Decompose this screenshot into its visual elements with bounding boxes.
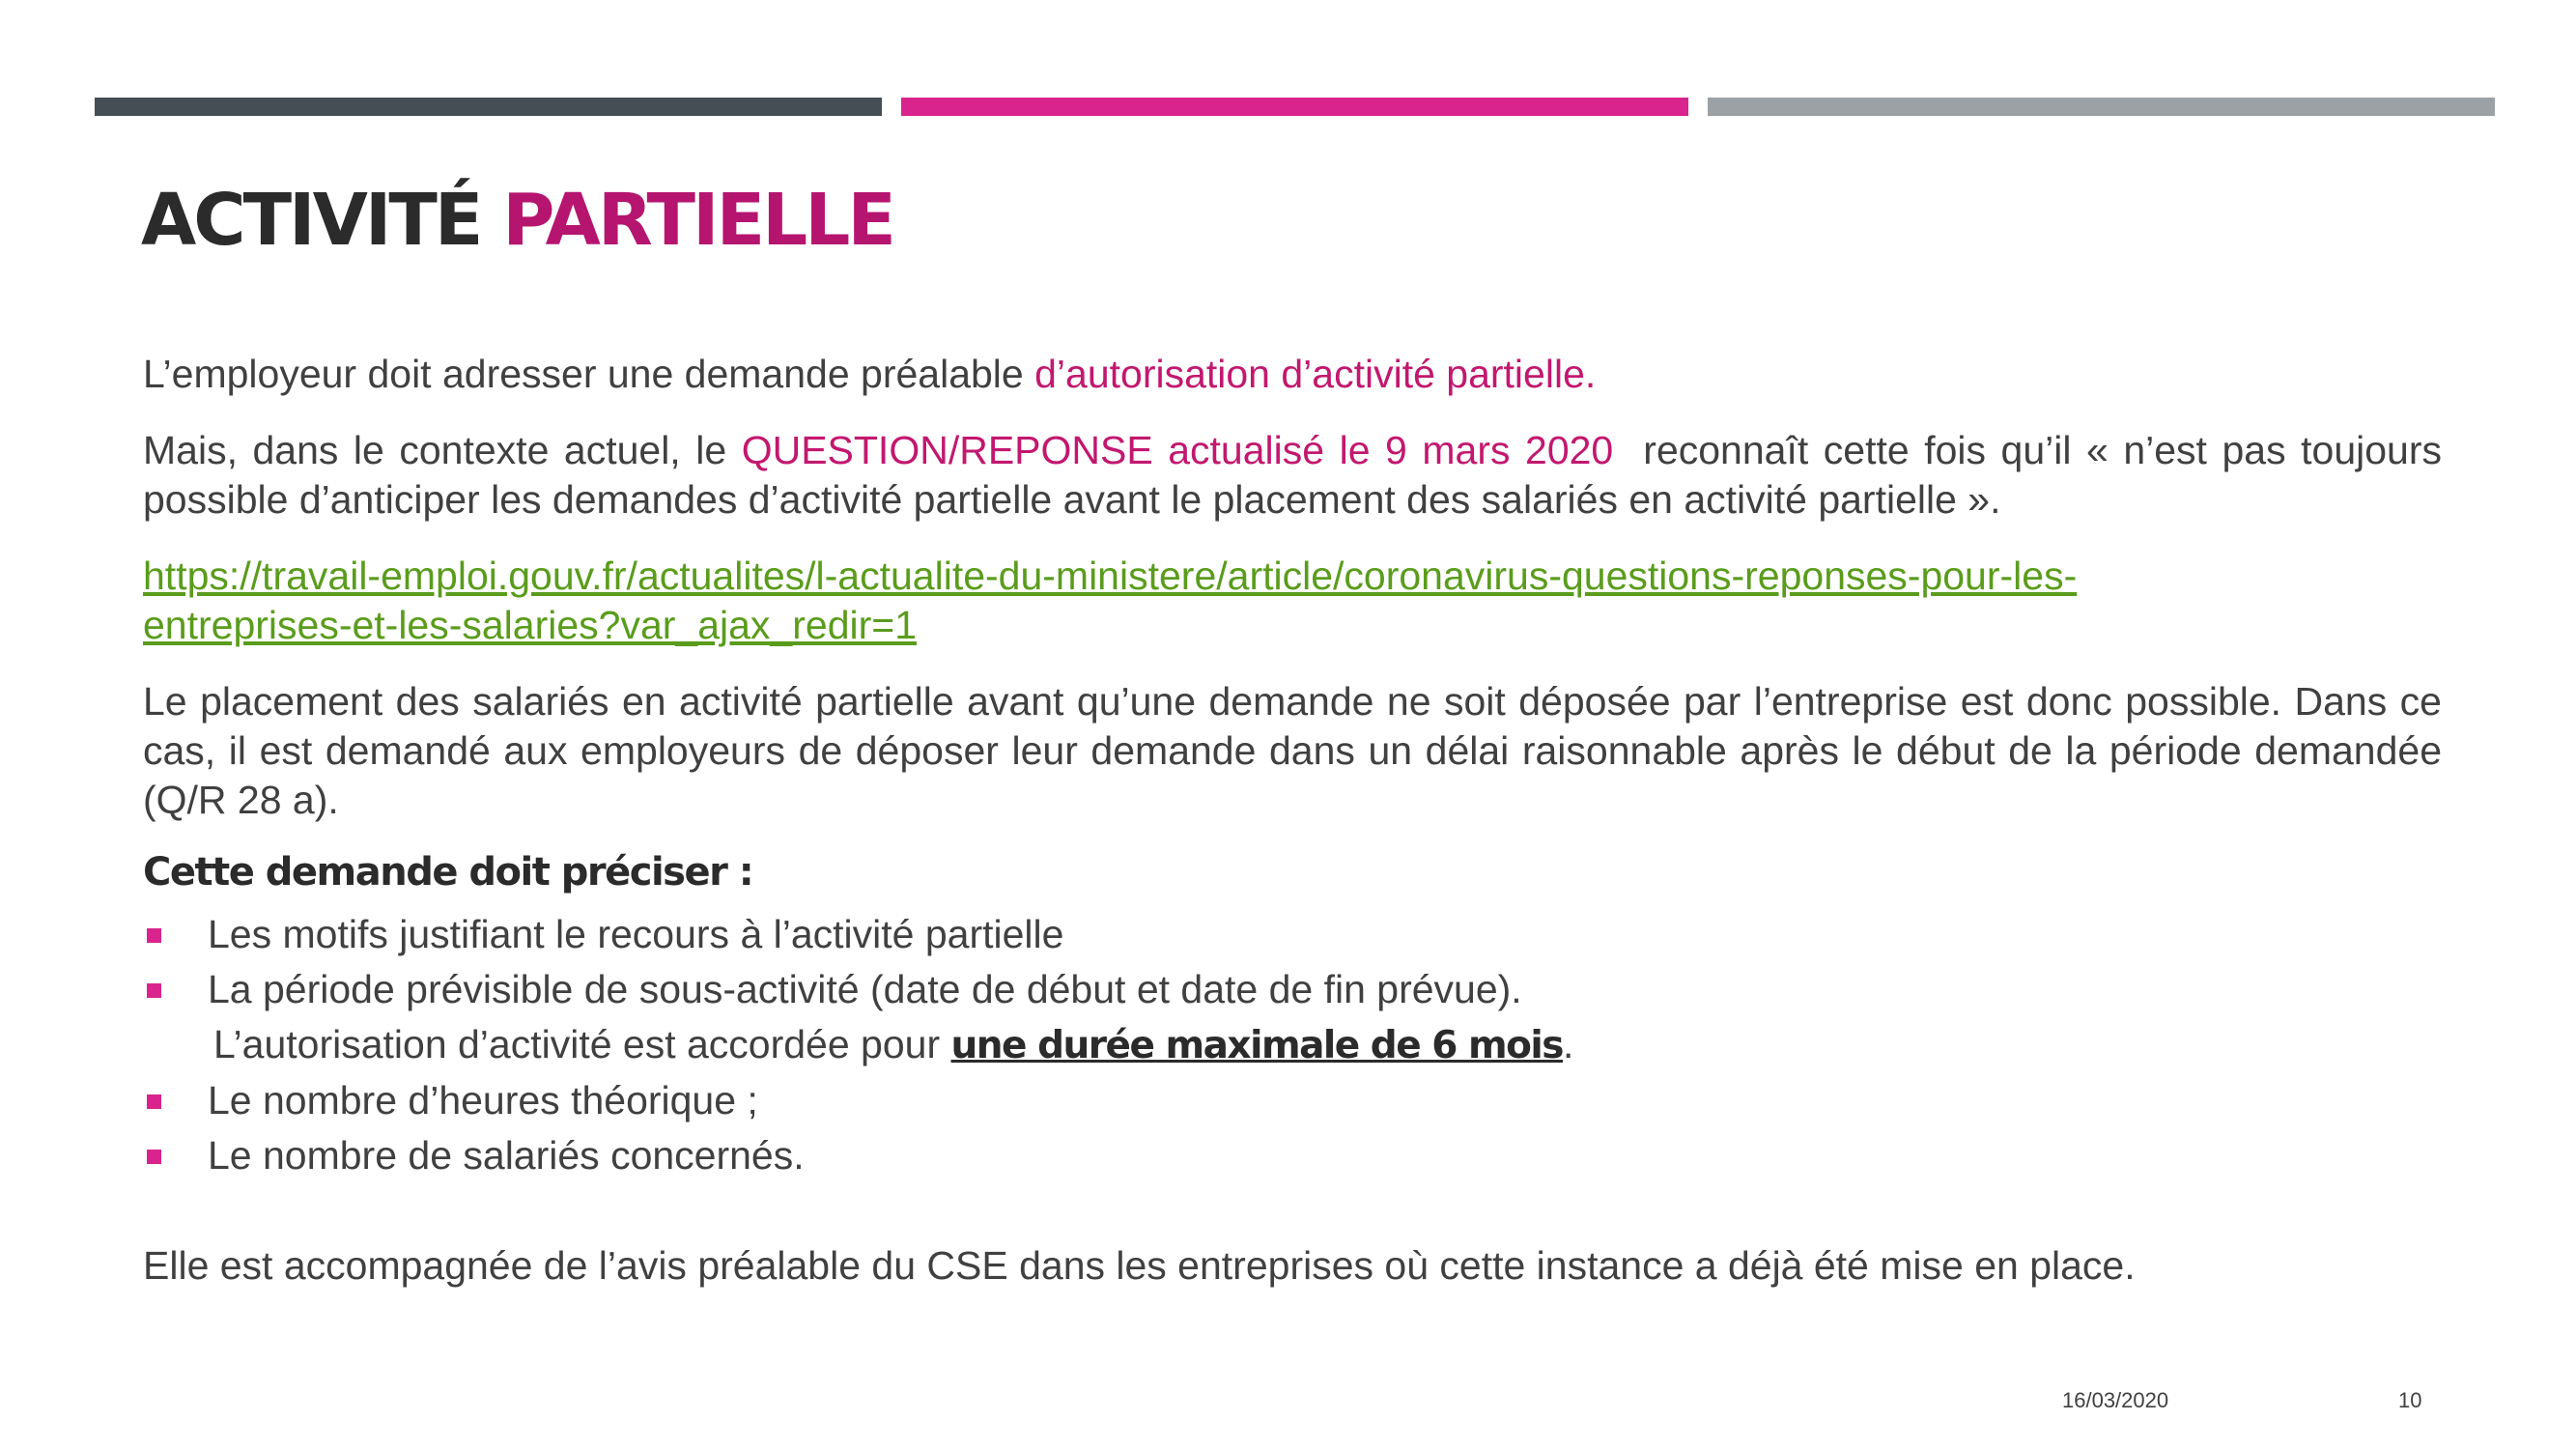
paragraph-cse: Elle est accompagnée de l’avis préalable du CSE dans les entreprises où cette instance a déjà été mise en place. <box>143 1243 2136 1288</box>
p1-highlight: d’autorisation d’activité partielle. <box>1034 352 1597 396</box>
square-bullet-icon <box>147 983 161 998</box>
bullet-continuation <box>143 1017 2442 1073</box>
cont-pre: L’autorisation d’activité est accordée pour <box>213 1022 951 1066</box>
bullet-text: Le nombre de salariés concernés. <box>208 1133 805 1178</box>
title-part-2: PARTIELLE <box>502 179 893 262</box>
square-bullet-icon <box>147 1150 161 1164</box>
cont-post: . <box>1562 1022 1574 1066</box>
list-item <box>143 1128 2442 1183</box>
source-link[interactable] <box>143 552 2442 650</box>
section-heading: Cette demande doit préciser : <box>143 850 753 895</box>
requirements-list <box>143 907 2442 1017</box>
title-part-1: ACTIVITÉ <box>141 179 481 262</box>
paragraph-employer-request <box>143 350 2442 399</box>
slide-title <box>141 179 893 262</box>
bullet-text: La période prévisible de sous-activité (date de début et date de fin prévue). <box>208 967 1522 1011</box>
page-number: 10 <box>2398 1388 2422 1412</box>
decor-bar-gray <box>1708 98 2495 116</box>
list-item <box>143 962 2442 1017</box>
paragraph-context <box>143 426 2453 525</box>
p2-highlight: QUESTION/REPONSE actualisé le 9 mars 2020 <box>741 428 1614 472</box>
link-line-1[interactable]: https://travail-emploi.gouv.fr/actualites/l-actualite-du-ministere/article/coronavirus-questions-reponses-pour-les- <box>143 554 2078 598</box>
list-item <box>143 907 2442 962</box>
bullet-text: Les motifs justifiant le recours à l’activité partielle <box>208 912 1064 956</box>
bullet-text: Le nombre d’heures théorique ; <box>208 1078 758 1122</box>
list-item <box>143 1073 2442 1128</box>
p2-post: reconnaît cette fois qu’il « n’est pas toujours possible d’anticiper les demandes d’activité partielle avant le placement des salariés en activité partielle ». <box>143 428 2453 522</box>
decor-bar-dark <box>95 98 882 116</box>
requirements-list-continued <box>143 1073 2442 1183</box>
decor-bar-pink <box>901 98 1688 116</box>
square-bullet-icon <box>147 928 161 943</box>
paragraph-placement: Le placement des salariés en activité partielle avant qu’une demande ne soit déposée par l’entreprise est donc possible. Dans ce cas, il est demandé aux employeurs de déposer leur demande dans un délai raisonnable après le début de la période demandée (Q/R 28 a). <box>143 679 2442 822</box>
max-duration-emphasis: une durée maximale de 6 mois <box>950 1024 1563 1067</box>
p1-text: L’employeur doit adresser une demande préalable <box>143 352 1035 396</box>
slide-body <box>143 350 2453 1291</box>
link-line-2[interactable]: entreprises-et-les-salaries?var_ajax_redir=1 <box>143 603 918 647</box>
p2-pre: Mais, dans le contexte actuel, le <box>143 428 742 472</box>
square-bullet-icon <box>147 1094 161 1109</box>
footer-date: 16/03/2020 <box>2062 1388 2169 1412</box>
